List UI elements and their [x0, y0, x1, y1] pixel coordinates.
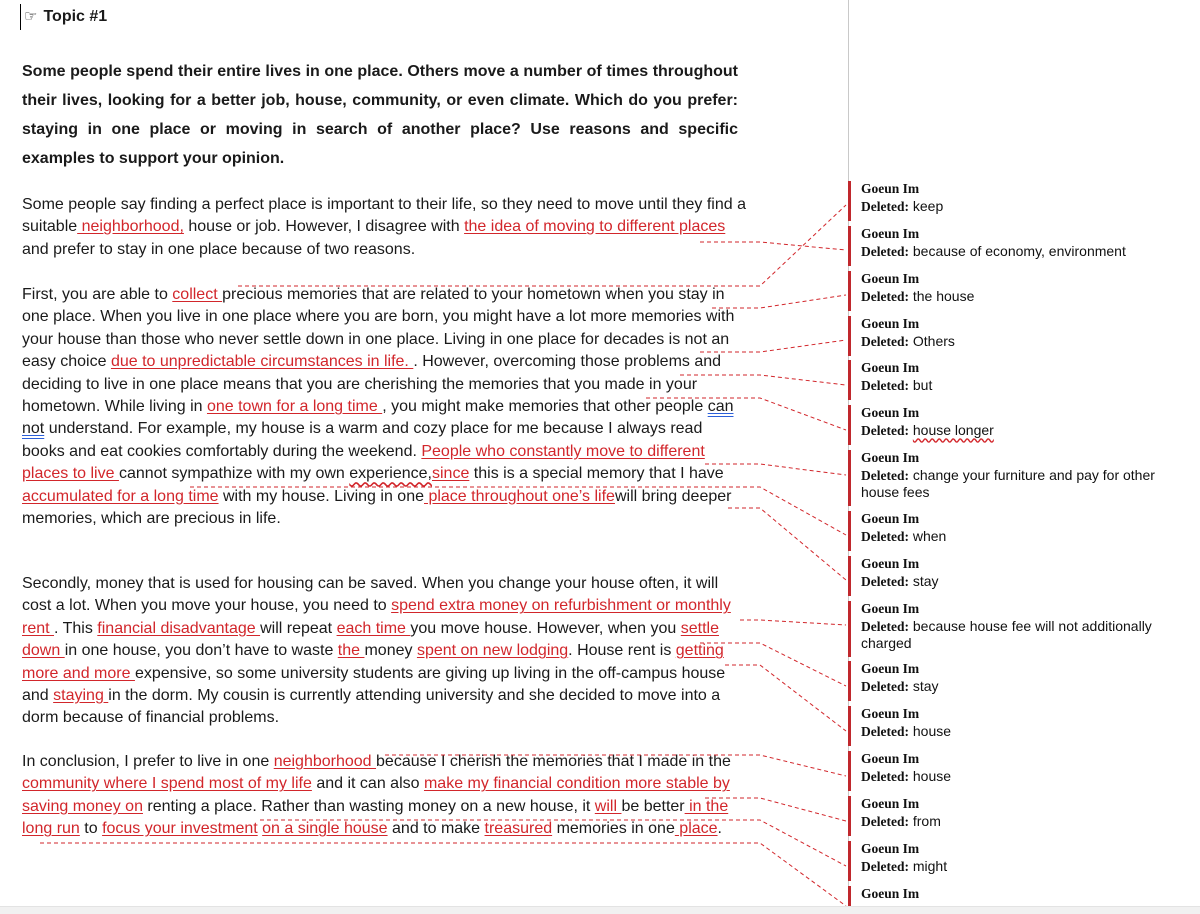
- deleted-label: Deleted:: [861, 333, 909, 349]
- deleted-text: keep: [912, 197, 944, 214]
- deleted-text: when: [912, 527, 947, 544]
- deleted-text: house longer: [912, 421, 994, 438]
- text-run: money: [364, 642, 417, 660]
- comment-author: Goeun Im: [861, 886, 920, 901]
- tracked-insertion: accumulated for a long time: [22, 487, 219, 505]
- deleted-label: Deleted:: [861, 678, 909, 694]
- deleted-text: because house fee will not additionally charged: [861, 617, 1152, 651]
- tracked-insertion: getting more and more: [22, 642, 724, 682]
- tracked-insertion: financial disadvantage: [97, 619, 261, 637]
- deleted-text: because of economy, environment: [912, 242, 1126, 259]
- tracked-insertion: will: [594, 797, 622, 815]
- text-run: precious memories that are related to your hometown when you stay in one place. When you live in one place where you are born, you might have a lot more memories with your house than those who never settle down in one place. Living in one place for decades is not an easy choice: [22, 286, 735, 371]
- tracked-insertion: focus your investment: [102, 820, 258, 838]
- text-run: and to make: [387, 820, 485, 838]
- deleted-label: Deleted:: [861, 422, 909, 438]
- tracked-insertion: spend extra money on refurbishment or monthly rent: [22, 597, 731, 637]
- essay-paragraph-1[interactable]: [22, 194, 747, 261]
- text-run: renting a place. Rather than wasting money on a new house, it: [142, 797, 595, 815]
- comment-author: Goeun Im: [861, 271, 920, 286]
- comment-balloon[interactable]: [848, 556, 1193, 596]
- tracked-insertion: one town for a long time: [206, 398, 383, 416]
- text-run: , you might make memories that other people: [382, 398, 708, 416]
- essay-paragraph-4[interactable]: [22, 751, 747, 841]
- text-cursor: [20, 4, 21, 30]
- comment-author: Goeun Im: [861, 226, 920, 241]
- comment-author: Goeun Im: [861, 751, 920, 766]
- text-run: In conclusion, I prefer to live in one: [22, 753, 274, 770]
- comment-balloon[interactable]: [848, 841, 1193, 881]
- topic-title: Topic #1: [43, 8, 108, 25]
- comment-author: Goeun Im: [861, 511, 920, 526]
- essay-paragraph-2[interactable]: [22, 284, 747, 530]
- deleted-label: Deleted:: [861, 813, 909, 829]
- comment-author: Goeun Im: [861, 661, 920, 676]
- text-run: be better: [621, 797, 685, 815]
- text-run: . However, overcoming those problems and deciding to live in one place means that you are cherishing the memories that you made in your hometown. While living in: [22, 353, 722, 416]
- comment-author: Goeun Im: [861, 841, 920, 856]
- text-run: . This: [54, 619, 98, 637]
- text-run: you move house. However, when you: [410, 619, 681, 637]
- tracked-insertion: neighborhood: [273, 753, 377, 770]
- text-run: to: [79, 820, 103, 838]
- comment-author: Goeun Im: [861, 706, 920, 721]
- comment-balloon[interactable]: [848, 796, 1193, 836]
- deleted-label: Deleted:: [861, 573, 909, 589]
- text-run: Secondly, money that is used for housing can be saved. When you change your house often, it will cost a lot. When you move your house, you need to: [22, 575, 719, 615]
- tracked-insertion: the idea of moving to different places: [464, 218, 726, 236]
- text-run: understand. For example, my house is a warm and cozy place for me because I always read books and eat cookies comfortably during the weekend.: [22, 420, 703, 460]
- text-run: house or job. However, I disagree with: [183, 218, 465, 236]
- deleted-label: Deleted:: [861, 288, 909, 304]
- spelling-flagged-text: experience,: [349, 465, 432, 483]
- tracked-insertion: spent on new lodging: [416, 642, 569, 660]
- essay-paragraph-3[interactable]: [22, 573, 747, 730]
- text-run: will repeat: [260, 619, 337, 637]
- text-run: .: [717, 820, 722, 838]
- comment-author: Goeun Im: [861, 796, 920, 811]
- deleted-label: Deleted:: [861, 243, 909, 259]
- comment-author: Goeun Im: [861, 360, 920, 375]
- comment-balloon[interactable]: [848, 601, 1193, 657]
- deleted-label: Deleted:: [861, 198, 909, 214]
- tracked-insertion: place: [674, 820, 718, 838]
- deleted-text: from: [912, 812, 941, 829]
- deleted-text: house: [912, 767, 952, 784]
- comment-balloon[interactable]: [848, 181, 1193, 221]
- deleted-text: stay: [912, 677, 939, 694]
- text-run: expensive, so some university students are giving up living in the off-campus house and: [22, 664, 726, 705]
- comment-balloon[interactable]: [848, 450, 1193, 506]
- tracked-insertion: treasured: [484, 820, 553, 838]
- comment-balloon[interactable]: [848, 405, 1193, 445]
- text-run: because I cherish the memories that I made in the: [376, 753, 731, 770]
- comment-author: Goeun Im: [861, 181, 920, 196]
- deleted-text: change your furniture and pay for other house fees: [861, 466, 1155, 500]
- text-run: with my house. Living in one: [218, 487, 424, 505]
- deleted-text: Others: [912, 332, 955, 349]
- text-run: will bring deeper memories, which are precious in life.: [22, 487, 732, 528]
- deleted-label: Deleted:: [861, 377, 909, 393]
- tracked-insertion: neighborhood,: [77, 218, 184, 236]
- comment-balloon[interactable]: [848, 316, 1193, 356]
- text-run: and it can also: [311, 775, 424, 793]
- tracked-insertion: settle down: [22, 619, 719, 660]
- comment-balloon[interactable]: [848, 751, 1193, 791]
- comment-author: Goeun Im: [861, 556, 920, 571]
- deleted-label: Deleted:: [861, 528, 909, 544]
- deleted-label: Deleted:: [861, 618, 909, 634]
- text-run: this is a special memory that I have: [469, 465, 724, 483]
- deleted-text: stay: [912, 572, 939, 589]
- tracked-insertion: community where I spend most of my life: [22, 775, 312, 793]
- deleted-label: Deleted:: [861, 858, 909, 874]
- comment-balloon[interactable]: [848, 886, 1193, 906]
- tracked-insertion: in the long run: [22, 797, 729, 838]
- text-run: and prefer to stay in one place because of two reasons.: [22, 240, 416, 258]
- comment-balloon[interactable]: [848, 511, 1193, 551]
- comment-balloon[interactable]: [848, 226, 1193, 266]
- comment-author: Goeun Im: [861, 316, 920, 331]
- tracked-insertion: the: [337, 642, 365, 660]
- comment-author: Goeun Im: [861, 450, 920, 465]
- grammar-flagged-text: can not: [22, 398, 734, 438]
- text-run: Some people say finding a perfect place is important to their life, so they need to move until they find a suitable: [22, 196, 746, 236]
- tracked-insertion: People who constantly move to different places to live: [22, 442, 705, 483]
- comment-balloon[interactable]: [848, 360, 1193, 400]
- deleted-text: but: [912, 376, 933, 393]
- tracked-insertion: since: [431, 465, 470, 483]
- tracked-insertion: make my financial condition more stable by saving money on: [22, 775, 730, 815]
- deleted-text: house: [912, 722, 952, 739]
- deleted-text: might: [912, 857, 948, 874]
- text-run: memories in one: [552, 820, 675, 838]
- comment-balloon[interactable]: [848, 661, 1193, 701]
- pointing-hand-icon: ☞: [24, 8, 38, 25]
- text-run: First, you are able to: [22, 286, 173, 303]
- essay-prompt: Some people spend their entire lives in one place. Others move a number of times throughout their lives, looking for a better job, house, community, or even climate. Which do you prefer: staying in one place or moving in search of another place? Use reasons and specific examples to support your opinion.: [22, 63, 738, 167]
- tracked-insertion: each time: [336, 619, 411, 637]
- topic-heading: [24, 7, 107, 26]
- tracked-insertion: place throughout one’s life: [424, 487, 615, 505]
- tracked-insertion: on a single house: [262, 820, 388, 838]
- tracked-insertion: due to unpredictable circumstances in life.: [110, 353, 414, 371]
- deleted-label: Deleted:: [861, 768, 909, 784]
- tracked-insertion: staying: [53, 687, 109, 705]
- tracked-insertion: collect: [172, 286, 223, 303]
- text-run: cannot sympathize with my own: [118, 465, 350, 483]
- text-run: . House rent is: [568, 642, 676, 660]
- comment-author: Goeun Im: [861, 601, 920, 616]
- comment-author: Goeun Im: [861, 405, 920, 420]
- text-run: in the dorm. My cousin is currently attending university and she decided to move into a dorm because of financial problems.: [22, 687, 721, 727]
- comment-balloon[interactable]: [848, 706, 1193, 746]
- deleted-text: the house: [912, 287, 975, 304]
- comment-balloon[interactable]: [848, 271, 1193, 311]
- deleted-label: Deleted:: [861, 467, 909, 483]
- deleted-label: Deleted:: [861, 723, 909, 739]
- text-run: in one house, you don’t have to waste: [64, 642, 338, 660]
